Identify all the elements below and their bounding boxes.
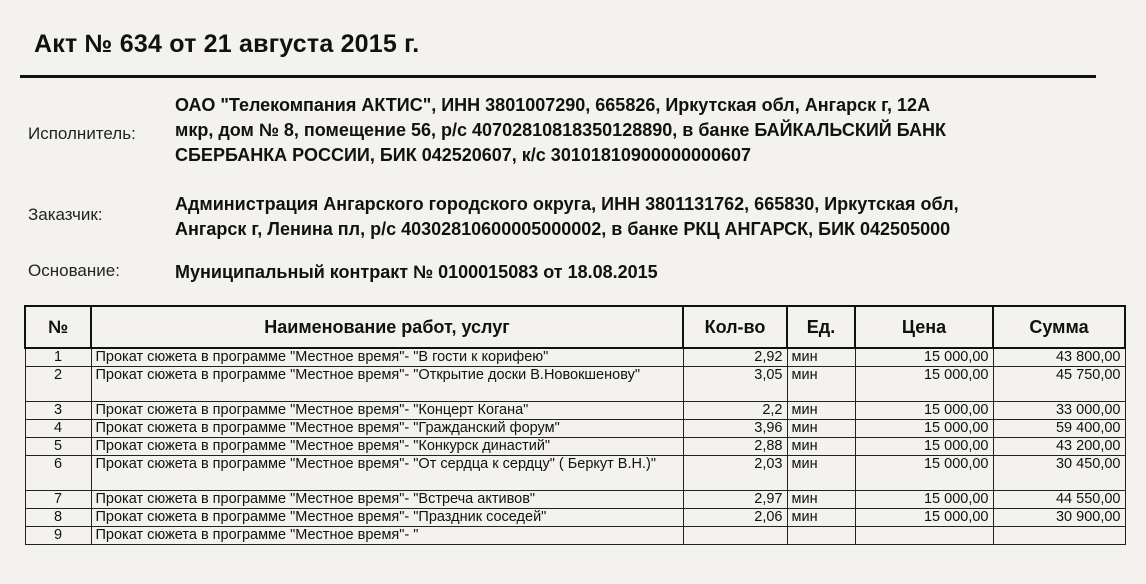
row-name: Прокат сюжета в программе "Местное время"- " bbox=[91, 527, 683, 545]
customer-label: Заказчик: bbox=[28, 205, 103, 224]
row-number: 4 bbox=[25, 420, 91, 438]
row-price: 15 000,00 bbox=[855, 438, 993, 456]
table-row bbox=[25, 456, 1125, 491]
row-price: 15 000,00 bbox=[855, 348, 993, 367]
row-unit: мин bbox=[787, 367, 855, 402]
col-header-number: № bbox=[25, 306, 91, 348]
row-unit: мин bbox=[787, 420, 855, 438]
row-qty: 2,92 bbox=[683, 348, 787, 367]
executor-details bbox=[175, 93, 1125, 168]
col-header-unit: Ед. bbox=[787, 306, 855, 348]
basis-value: Муниципальный контракт № 0100015083 от 18.08.2015 bbox=[175, 262, 658, 282]
table-row bbox=[25, 491, 1125, 509]
row-number: 3 bbox=[25, 402, 91, 420]
executor-line-1: ОАО "Телекомпания АКТИС", ИНН 3801007290, 665826, Иркутская обл, Ангарск г, 12А bbox=[175, 95, 931, 115]
row-unit bbox=[787, 527, 855, 545]
row-name: Прокат сюжета в программе "Местное время"- "Гражданский форум" bbox=[91, 420, 683, 438]
row-qty: 2,03 bbox=[683, 456, 787, 491]
customer-details bbox=[175, 192, 1125, 242]
row-sum: 59 400,00 bbox=[993, 420, 1125, 438]
row-price: 15 000,00 bbox=[855, 402, 993, 420]
row-unit: мин bbox=[787, 509, 855, 527]
row-name: Прокат сюжета в программе "Местное время"- "Праздник соседей" bbox=[91, 509, 683, 527]
row-name: Прокат сюжета в программе "Местное время"- "Концерт Когана" bbox=[91, 402, 683, 420]
basis-label: Основание: bbox=[28, 261, 120, 280]
row-sum: 43 200,00 bbox=[993, 438, 1125, 456]
table-row bbox=[25, 367, 1125, 402]
row-number: 8 bbox=[25, 509, 91, 527]
table-row bbox=[25, 527, 1125, 545]
row-name: Прокат сюжета в программе "Местное время"- "В гости к корифею" bbox=[91, 348, 683, 367]
row-qty: 2,97 bbox=[683, 491, 787, 509]
table-row bbox=[25, 348, 1125, 367]
row-qty: 3,05 bbox=[683, 367, 787, 402]
row-price: 15 000,00 bbox=[855, 420, 993, 438]
customer-line-1: Администрация Ангарского городского округа, ИНН 3801131762, 665830, Иркутская обл, bbox=[175, 194, 959, 214]
row-sum: 44 550,00 bbox=[993, 491, 1125, 509]
executor-line-3: СБЕРБАНКА РОССИИ, БИК 042520607, к/с 30101810900000000607 bbox=[175, 145, 752, 165]
row-name: Прокат сюжета в программе "Местное время"- "От сердца к сердцу" ( Беркут В.Н.)" bbox=[91, 456, 683, 491]
row-number: 2 bbox=[25, 367, 91, 402]
row-number: 5 bbox=[25, 438, 91, 456]
table-header-row bbox=[25, 306, 1125, 348]
table-row bbox=[25, 402, 1125, 420]
row-number: 1 bbox=[25, 348, 91, 367]
row-name: Прокат сюжета в программе "Местное время"- "Встреча активов" bbox=[91, 491, 683, 509]
row-unit: мин bbox=[787, 348, 855, 367]
row-price: 15 000,00 bbox=[855, 456, 993, 491]
row-sum: 30 450,00 bbox=[993, 456, 1125, 491]
services-table bbox=[24, 305, 1126, 545]
table-row bbox=[25, 509, 1125, 527]
col-header-qty: Кол-во bbox=[683, 306, 787, 348]
row-qty bbox=[683, 527, 787, 545]
document-title: Акт № 634 от 21 августа 2015 г. bbox=[34, 30, 420, 58]
row-sum: 33 000,00 bbox=[993, 402, 1125, 420]
row-name: Прокат сюжета в программе "Местное время"- "Открытие доски В.Новокшенову" bbox=[91, 367, 683, 402]
executor-line-2: мкр, дом № 8, помещение 56, р/с 40702810818350128890, в банке БАЙКАЛЬСКИЙ БАНК bbox=[175, 120, 946, 140]
title-divider bbox=[20, 75, 1096, 78]
row-number: 6 bbox=[25, 456, 91, 491]
row-sum: 43 800,00 bbox=[993, 348, 1125, 367]
customer-line-2: Ангарск г, Ленина пл, р/с 40302810600005000002, в банке РКЦ АНГАРСК, БИК 042505000 bbox=[175, 219, 951, 239]
row-number: 9 bbox=[25, 527, 91, 545]
row-qty: 2,06 bbox=[683, 509, 787, 527]
table-row bbox=[25, 438, 1125, 456]
col-header-name: Наименование работ, услуг bbox=[91, 306, 683, 348]
row-sum: 45 750,00 bbox=[993, 367, 1125, 402]
row-price: 15 000,00 bbox=[855, 367, 993, 402]
row-price: 15 000,00 bbox=[855, 491, 993, 509]
row-qty: 2,88 bbox=[683, 438, 787, 456]
table-row bbox=[25, 420, 1125, 438]
col-header-price: Цена bbox=[855, 306, 993, 348]
row-unit: мин bbox=[787, 456, 855, 491]
row-unit: мин bbox=[787, 402, 855, 420]
row-unit: мин bbox=[787, 438, 855, 456]
row-unit: мин bbox=[787, 491, 855, 509]
row-number: 7 bbox=[25, 491, 91, 509]
row-qty: 3,96 bbox=[683, 420, 787, 438]
row-name: Прокат сюжета в программе "Местное время"- "Конкурск династий" bbox=[91, 438, 683, 456]
col-header-sum: Сумма bbox=[993, 306, 1125, 348]
row-price: 15 000,00 bbox=[855, 509, 993, 527]
row-sum bbox=[993, 527, 1125, 545]
executor-label: Исполнитель: bbox=[28, 124, 136, 143]
row-price bbox=[855, 527, 993, 545]
row-sum: 30 900,00 bbox=[993, 509, 1125, 527]
row-qty: 2,2 bbox=[683, 402, 787, 420]
